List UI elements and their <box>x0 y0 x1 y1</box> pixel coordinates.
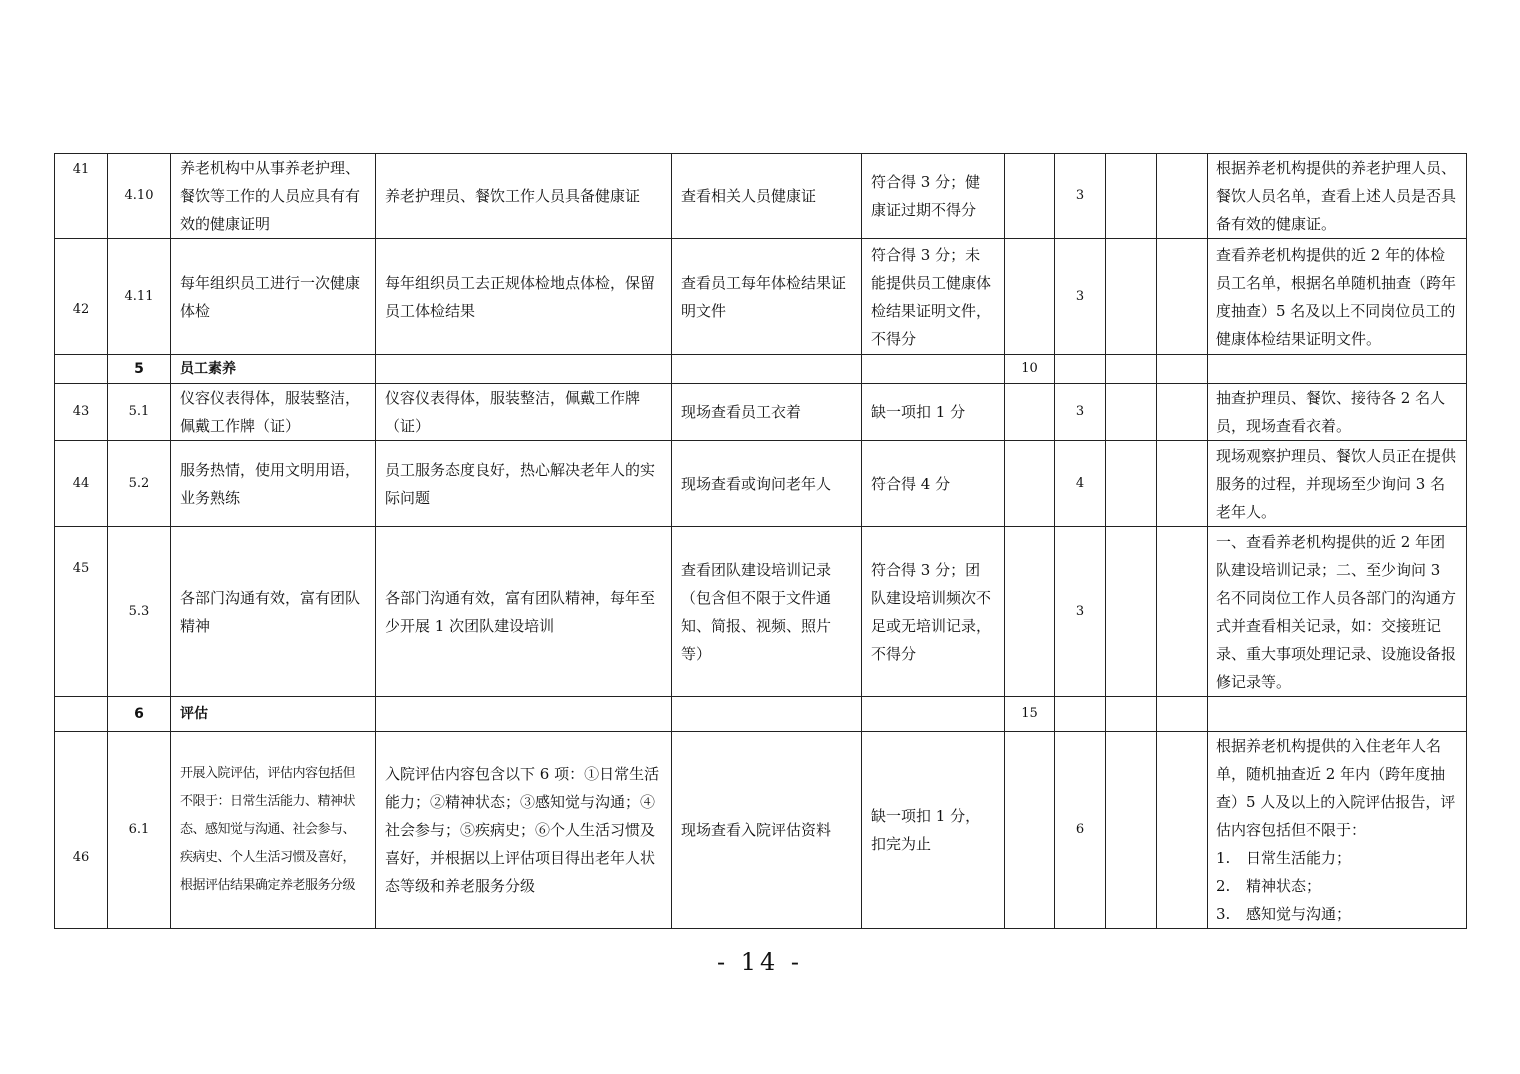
score-value: 3 <box>1055 154 1106 239</box>
score-value: 3 <box>1055 239 1106 355</box>
blank-cell <box>376 697 672 732</box>
section-title: 员工素养 <box>171 355 376 384</box>
item-description: 养老机构中从事养老护理、餐饮等工作的人员应具有有效的健康证明 <box>171 154 376 239</box>
blank-cell <box>1106 239 1157 355</box>
section-score-cell <box>1005 239 1055 355</box>
row-number: 41 <box>55 154 108 239</box>
row-number: 43 <box>55 384 108 441</box>
remark-list-item <box>1216 844 1458 872</box>
item-code: 5.3 <box>108 527 171 697</box>
row-number: 45 <box>55 527 108 697</box>
method-text: 查看员工每年体检结果证明文件 <box>672 239 862 355</box>
remark-cell <box>1208 732 1467 929</box>
remark-text: 一、查看养老机构提供的近 2 年团队建设培训记录；二、至少询问 3 名不同岗位工作人员各部门的沟通方式并查看相关记录，如：交接班记录、重大事项处理记录、设施设备报修记录等。 <box>1208 527 1467 697</box>
section-score-cell <box>1005 732 1055 929</box>
table-row <box>55 239 1467 355</box>
section-code: 6 <box>108 697 171 732</box>
blank-cell <box>1106 355 1157 384</box>
item-code: 6.1 <box>108 732 171 929</box>
score-value: 3 <box>1055 384 1106 441</box>
table-row <box>55 154 1467 239</box>
blank-cell <box>55 697 108 732</box>
section-score: 10 <box>1005 355 1055 384</box>
blank-cell <box>1157 239 1208 355</box>
blank-cell <box>1055 697 1106 732</box>
section-score-cell <box>1005 527 1055 697</box>
list-index: 2. <box>1216 877 1231 895</box>
method-text: 现场查看员工衣着 <box>672 384 862 441</box>
item-description: 每年组织员工进行一次健康体检 <box>171 239 376 355</box>
blank-cell <box>55 355 108 384</box>
section-score-cell <box>1005 154 1055 239</box>
method-text: 现场查看或询问老年人 <box>672 441 862 527</box>
blank-cell <box>672 355 862 384</box>
blank-cell <box>1157 355 1208 384</box>
remark-text: 现场观察护理员、餐饮人员正在提供服务的过程，并现场至少询问 3 名老年人。 <box>1208 441 1467 527</box>
remark-list-item <box>1216 900 1458 928</box>
blank-cell <box>1157 527 1208 697</box>
scoring-rule: 缺一项扣 1 分，扣完为止 <box>862 732 1005 929</box>
remark-text: 查看养老机构提供的近 2 年的体检员工名单，根据名单随机抽查（跨年度抽查）5 名及以上不同岗位员工的健康体检结果证明文件。 <box>1208 239 1467 355</box>
blank-cell <box>1106 527 1157 697</box>
blank-cell <box>1106 697 1157 732</box>
table-row <box>55 384 1467 441</box>
list-text: 感知觉与沟通； <box>1246 905 1352 923</box>
requirement-text: 仪容仪表得体，服装整洁，佩戴工作牌（证） <box>376 384 672 441</box>
blank-cell <box>1157 441 1208 527</box>
method-text: 现场查看入院评估资料 <box>672 732 862 929</box>
requirement-text: 各部门沟通有效，富有团队精神，每年至少开展 1 次团队建设培训 <box>376 527 672 697</box>
item-code: 4.10 <box>108 154 171 239</box>
item-code: 5.1 <box>108 384 171 441</box>
scoring-rule: 符合得 3 分；团队建设培训频次不足或无培训记录，不得分 <box>862 527 1005 697</box>
list-text: 精神状态； <box>1246 877 1322 895</box>
blank-cell <box>862 355 1005 384</box>
section-code: 5 <box>108 355 171 384</box>
scoring-rule: 符合得 3 分；未能提供员工健康体检结果证明文件，不得分 <box>862 239 1005 355</box>
section-score-cell <box>1005 441 1055 527</box>
scoring-rule: 符合得 4 分 <box>862 441 1005 527</box>
remark-text: 抽查护理员、餐饮、接待各 2 名人员，现场查看衣着。 <box>1208 384 1467 441</box>
row-number: 42 <box>55 239 108 355</box>
score-value: 6 <box>1055 732 1106 929</box>
blank-cell <box>1208 355 1467 384</box>
item-description: 开展入院评估，评估内容包括但不限于：日常生活能力、精神状态、感知觉与沟通、社会参与、疾病史、个人生活习惯及喜好，根据评估结果确定养老服务分级 <box>171 732 376 929</box>
requirement-text: 养老护理员、餐饮工作人员具备健康证 <box>376 154 672 239</box>
evaluation-table <box>54 153 1467 929</box>
blank-cell <box>376 355 672 384</box>
section-row <box>55 355 1467 384</box>
row-number: 46 <box>55 732 108 929</box>
remark-intro: 根据养老机构提供的入住老年人名单，随机抽查近 2 年内（跨年度抽查）5 人及以上的入院评估报告，评估内容包括但不限于： <box>1216 737 1456 839</box>
section-score-cell <box>1005 384 1055 441</box>
item-description: 仪容仪表得体，服装整洁，佩戴工作牌（证） <box>171 384 376 441</box>
list-index: 1. <box>1216 849 1231 867</box>
blank-cell <box>1106 154 1157 239</box>
section-score: 15 <box>1005 697 1055 732</box>
blank-cell <box>1157 384 1208 441</box>
blank-cell <box>1208 697 1467 732</box>
row-number: 44 <box>55 441 108 527</box>
method-text: 查看相关人员健康证 <box>672 154 862 239</box>
table-row <box>55 441 1467 527</box>
section-row <box>55 697 1467 732</box>
requirement-text: 员工服务态度良好，热心解决老年人的实际问题 <box>376 441 672 527</box>
section-title: 评估 <box>171 697 376 732</box>
blank-cell <box>1106 732 1157 929</box>
scoring-rule: 缺一项扣 1 分 <box>862 384 1005 441</box>
table-row <box>55 732 1467 929</box>
blank-cell <box>1106 384 1157 441</box>
blank-cell <box>672 697 862 732</box>
table-row <box>55 527 1467 697</box>
item-code: 4.11 <box>108 239 171 355</box>
requirement-text: 入院评估内容包含以下 6 项：①日常生活能力；②精神状态；③感知觉与沟通；④社会参与；⑤疾病史；⑥个人生活习惯及喜好，并根据以上评估项目得出老年人状态等级和养老服务分级 <box>376 732 672 929</box>
item-description: 各部门沟通有效，富有团队精神 <box>171 527 376 697</box>
list-index: 3. <box>1216 905 1231 923</box>
blank-cell <box>1055 355 1106 384</box>
item-code: 5.2 <box>108 441 171 527</box>
score-value: 3 <box>1055 527 1106 697</box>
method-text: 查看团队建设培训记录（包含但不限于文件通知、简报、视频、照片等） <box>672 527 862 697</box>
list-text: 日常生活能力； <box>1246 849 1352 867</box>
page-number: - 14 - <box>716 948 803 976</box>
remark-list-item <box>1216 872 1458 900</box>
blank-cell <box>1106 441 1157 527</box>
blank-cell <box>1157 732 1208 929</box>
blank-cell <box>1157 697 1208 732</box>
scoring-rule: 符合得 3 分；健康证过期不得分 <box>862 154 1005 239</box>
item-description: 服务热情，使用文明用语，业务熟练 <box>171 441 376 527</box>
remark-text: 根据养老机构提供的养老护理人员、餐饮人员名单，查看上述人员是否具备有效的健康证。 <box>1208 154 1467 239</box>
blank-cell <box>862 697 1005 732</box>
blank-cell <box>1157 154 1208 239</box>
requirement-text: 每年组织员工去正规体检地点体检，保留员工体检结果 <box>376 239 672 355</box>
score-value: 4 <box>1055 441 1106 527</box>
